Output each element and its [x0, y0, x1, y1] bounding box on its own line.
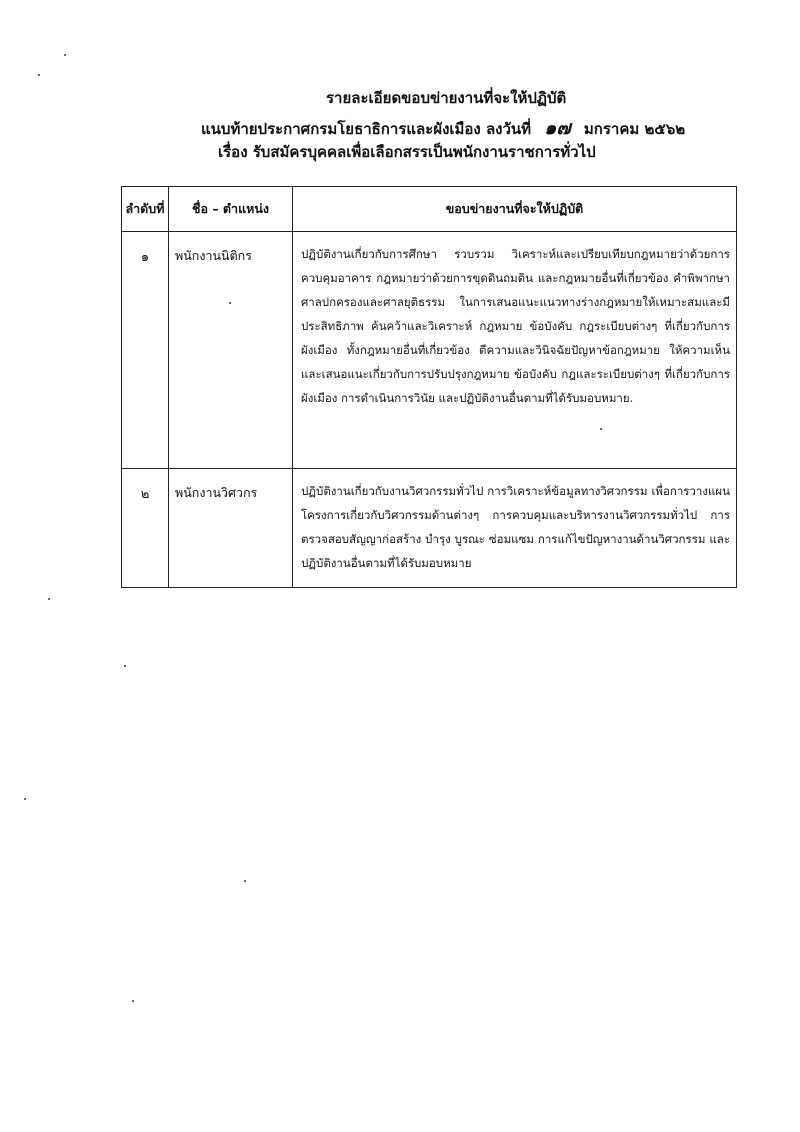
job-scope-table [121, 186, 737, 588]
document-title: รายละเอียดขอบข่ายงานที่จะให้ปฏิบัติ [326, 89, 567, 107]
row-order: ๑ [122, 232, 169, 469]
scan-speck [24, 798, 26, 800]
scan-speck [229, 302, 231, 304]
scan-speck [48, 598, 50, 600]
announcement-text: แนบท้ายประกาศกรมโยธาธิการและผังเมือง ลงวันที่ [201, 120, 532, 138]
row-position: พนักงานวิศวกร [169, 469, 293, 588]
scan-speck [64, 54, 66, 56]
scan-speck [244, 880, 246, 882]
table-header-row [122, 187, 737, 232]
table-row [122, 469, 737, 588]
announcement-reference [201, 113, 685, 143]
scan-speck [600, 428, 602, 430]
row-scope: ปฏิบัติงานเกี่ยวกับการศึกษา รวบรวม วิเคราะห์และเปรียบเทียบกฎหมายว่าด้วยการควบคุมอาคาร กฎหมายว่าด้วยการขุดดินถมดิน และกฎหมายอื่นที่เกี่ยวข้อง คำพิพากษาศาลปกครองและศาลยุติธรรม ในการเสนอแนะแนวทางร่างกฎหมายให้เหมาะสมและมีประสิทธิภาพ ค้นคว้าและวิเคราะห์ กฎหมาย ข้อบังคับ กฎระเบียบต่างๆ ที่เกี่ยวกับการผังเมือง ทั้งกฎหมายอื่นที่เกี่ยวข้อง ตีความและวินิจฉัยปัญหาข้อกฎหมาย ให้ความเห็นและเสนอแนะเกี่ยวกับการปรับปรุงกฎหมาย ข้อบังคับ กฎและระเบียบต่างๆ ที่เกี่ยวกับการผังเมือง การดำเนินการวินัย และปฏิบัติงานอื่นตามที่ได้รับมอบหมาย. [293, 232, 737, 469]
header-position: ชื่อ – ตำแหน่ง [169, 187, 293, 232]
row-position: พนักงานนิติกร [169, 232, 293, 469]
scan-speck [124, 665, 126, 667]
document-subject: เรื่อง รับสมัครบุคคลเพื่อเลือกสรรเป็นพนักงานราชการทั่วไป [218, 143, 596, 161]
announcement-month-year: มกราคม ๒๕๖๒ [583, 120, 686, 138]
scan-speck [132, 1000, 134, 1002]
handwritten-day: ๑๗ [544, 117, 571, 139]
table-row [122, 232, 737, 469]
header-scope: ขอบข่ายงานที่จะให้ปฏิบัติ [293, 187, 737, 232]
scan-speck [38, 74, 40, 76]
row-order: ๒ [122, 469, 169, 588]
row-scope: ปฏิบัติงานเกี่ยวกับงานวิศวกรรมทั่วไป การวิเคราะห์ข้อมูลทางวิศวกรรม เพื่อการวางแผนโครงการเกี่ยวกับวิศวกรรมด้านต่างๆ การควบคุมและบริหารงานวิศวกรรมทั่วไป การตรวจสอบสัญญาก่อสร้าง บำรุง บูรณะ ซ่อมแซม การแก้ไขปัญหางานด้านวิศวกรรม และปฏิบัติงานอื่นตามที่ได้รับมอบหมาย [293, 469, 737, 588]
header-order: ลำดับที่ [122, 187, 169, 232]
